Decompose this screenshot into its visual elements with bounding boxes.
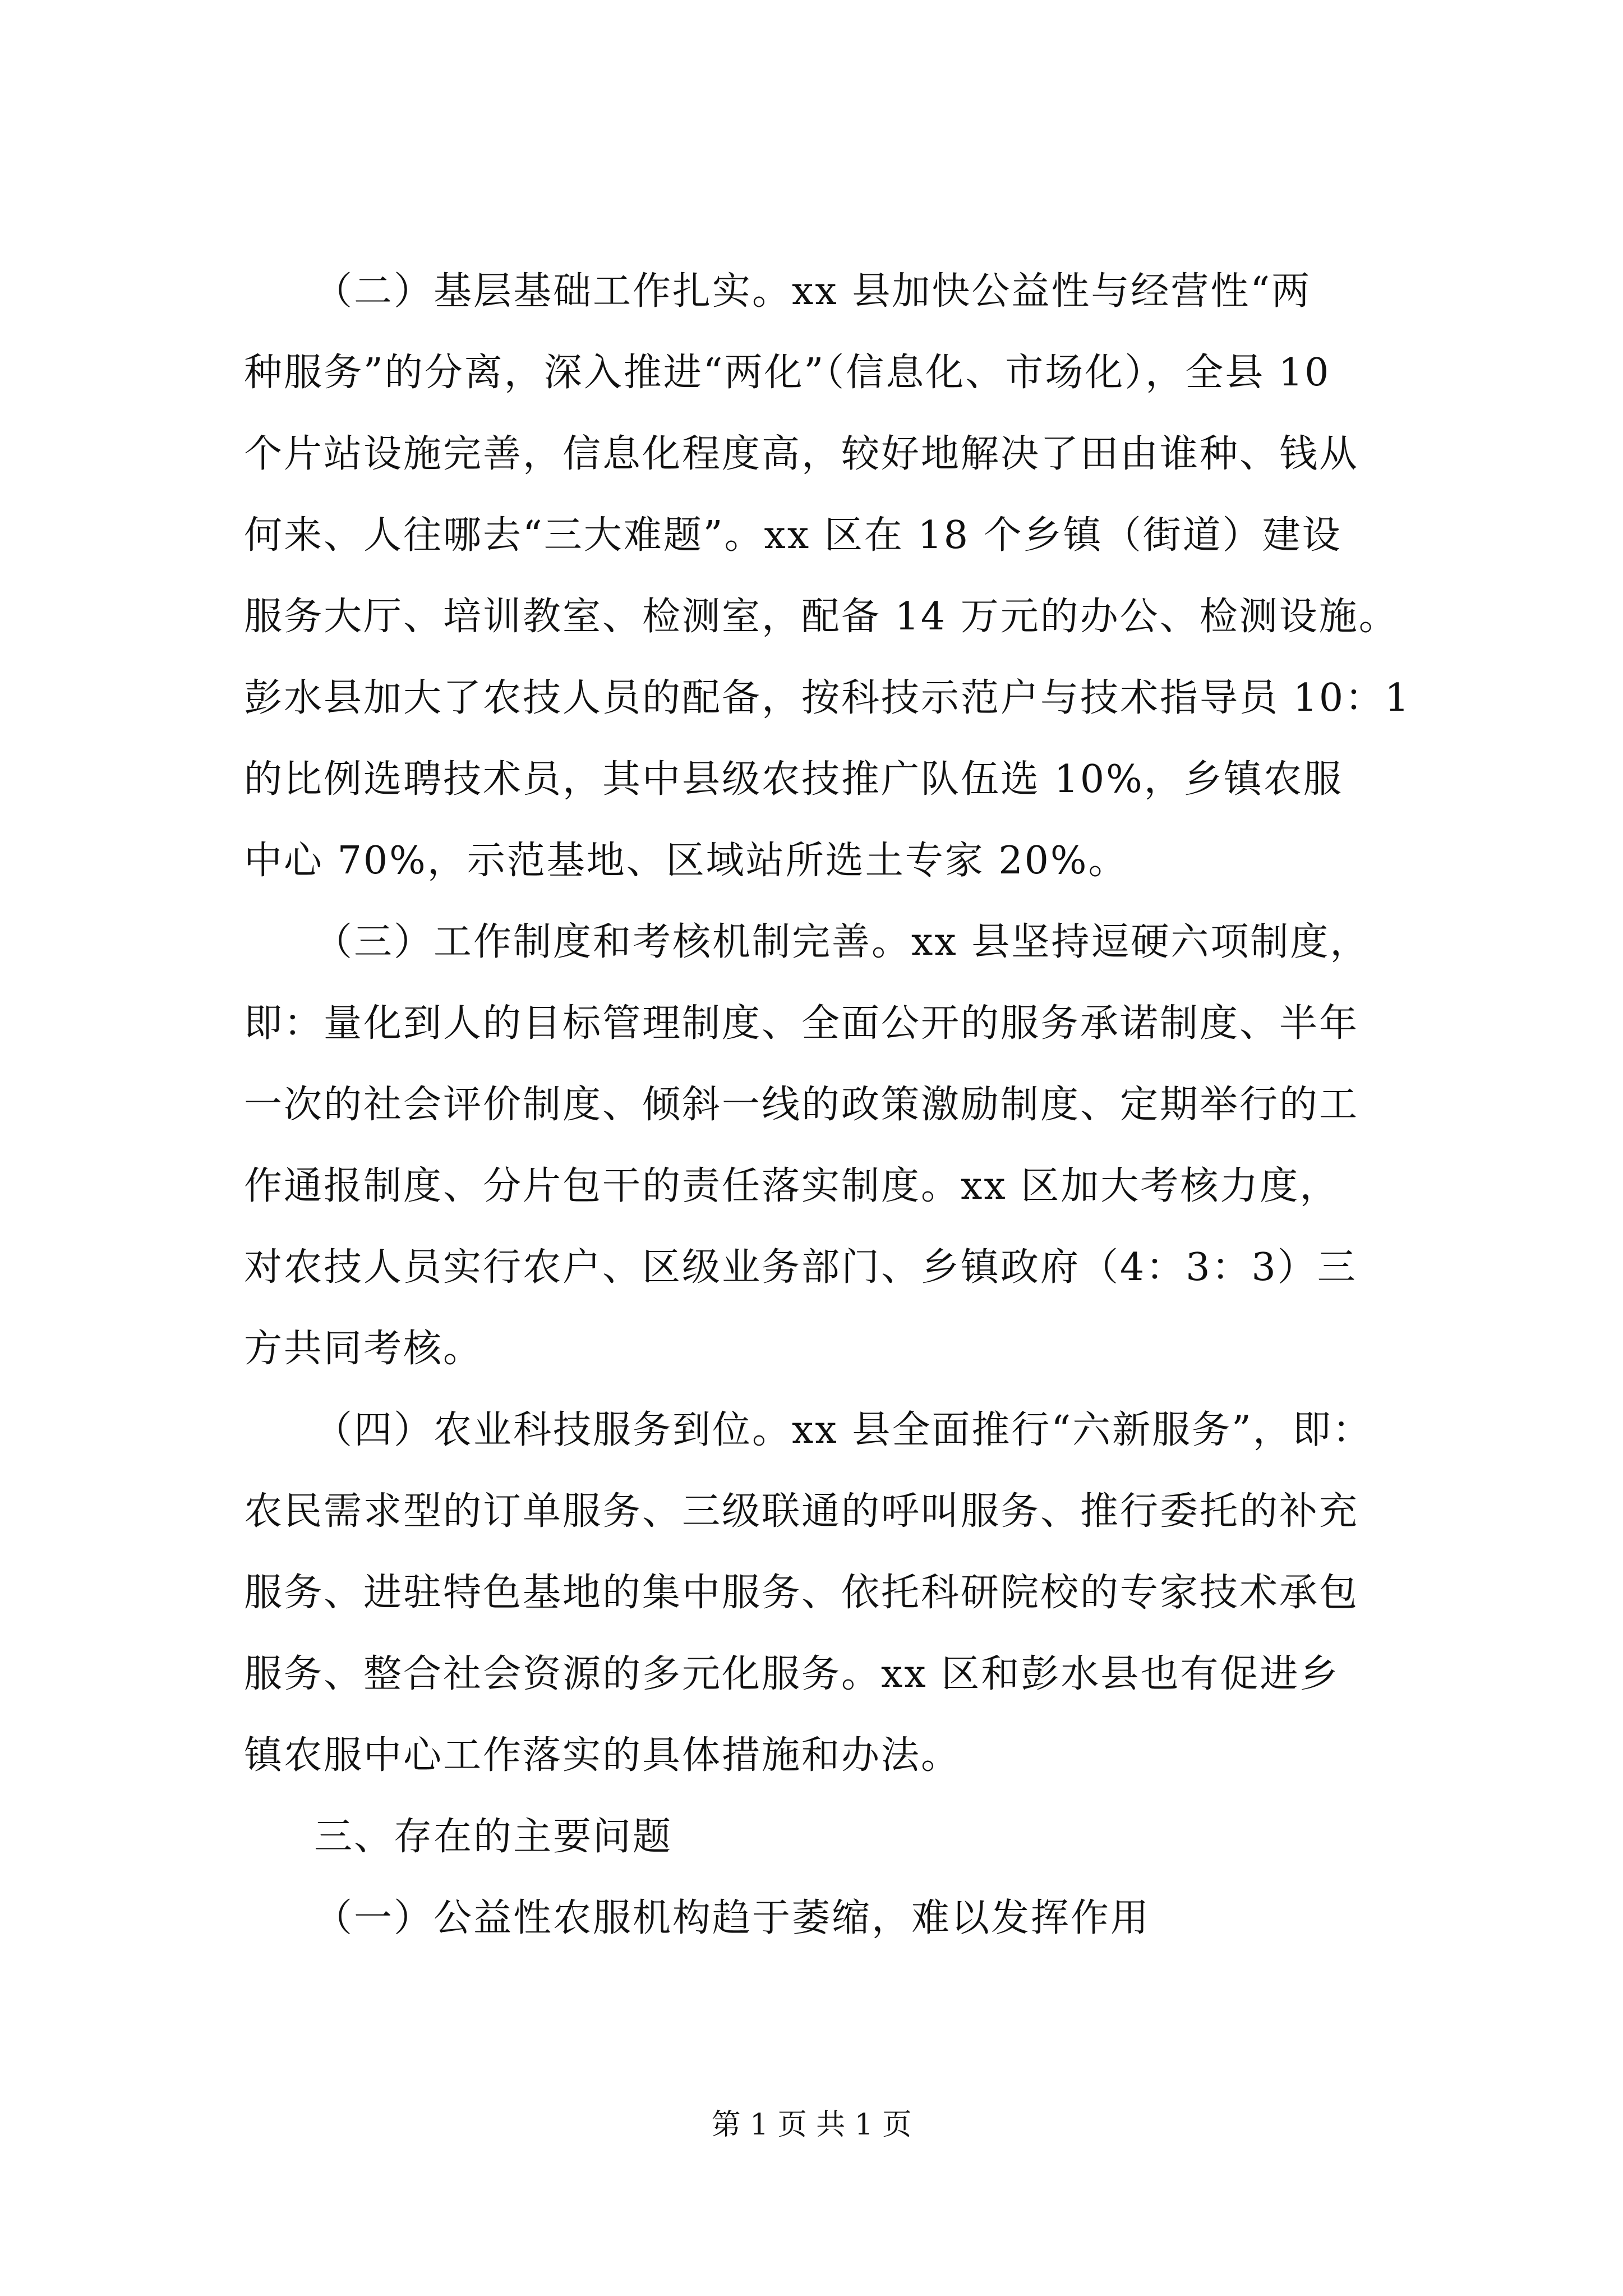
section-heading: 三、存在的主要问题 (314, 1815, 673, 1859)
paragraph-1-line-7: 的比例选聘技术员，其中县级农技推广队伍选 10%，乡镇农服 (244, 757, 1343, 802)
paragraph-3-line-5: 镇农服中心工作落实的具体措施和办法。 (244, 1733, 961, 1778)
paragraph-1-line-3: 个片站设施完善，信息化程度高，较好地解决了田由谁种、钱从 (244, 432, 1359, 476)
paragraph-2-line-4: 作通报制度、分片包干的责任落实制度。xx 区加大考核力度， (244, 1164, 1340, 1208)
paragraph-1-line-5: 服务大厅、培训教室、检测室，配备 14 万元的办公、检测设施。 (244, 595, 1399, 639)
paragraph-1-line-8: 中心 70%，示范基地、区域站所选土专家 20%。 (244, 839, 1128, 883)
paragraph-2-line-6: 方共同考核。 (244, 1327, 483, 1371)
paragraph-2-line-5: 对农技人员实行农户、区级业务部门、乡镇政府（4：3：3）三 (244, 1245, 1357, 1290)
paragraph-3-line-4: 服务、整合社会资源的多元化服务。xx 区和彭水县也有促进乡 (244, 1652, 1340, 1696)
paragraph-3-line-2: 农民需求型的订单服务、三级联通的呼叫服务、推行委托的补充 (244, 1489, 1359, 1534)
paragraph-1-line-1: （二）基层基础工作扎实。xx 县加快公益性与经营性“两 (314, 269, 1312, 314)
paragraph-2-line-3: 一次的社会评价制度、倾斜一线的政策激励制度、定期举行的工 (244, 1083, 1359, 1127)
page-footer: 第 1 页 共 1 页 (711, 2108, 912, 2142)
paragraph-3-line-3: 服务、进驻特色基地的集中服务、依托科研院校的专家技术承包 (244, 1571, 1359, 1615)
paragraph-1-line-2: 种服务”的分离，深入推进“两化”（信息化、市场化），全县 10 (244, 351, 1331, 395)
paragraph-3-line-1: （四）农业科技服务到位。xx 县全面推行“六新服务”，即： (314, 1408, 1372, 1452)
paragraph-2-line-1: （三）工作制度和考核机制完善。xx 县坚持逗硬六项制度， (314, 920, 1370, 964)
paragraph-2-line-2: 即：量化到人的目标管理制度、全面公开的服务承诺制度、半年 (244, 1001, 1359, 1046)
subheading: （一）公益性农服机构趋于萎缩，难以发挥作用 (314, 1896, 1151, 1940)
paragraph-1-line-4: 何来、人往哪去“三大难题”。xx 区在 18 个乡镇（街道）建设 (244, 513, 1342, 558)
paragraph-1-line-6: 彭水县加大了农技人员的配备，按科技示范户与技术指导员 10：1 (244, 676, 1411, 720)
